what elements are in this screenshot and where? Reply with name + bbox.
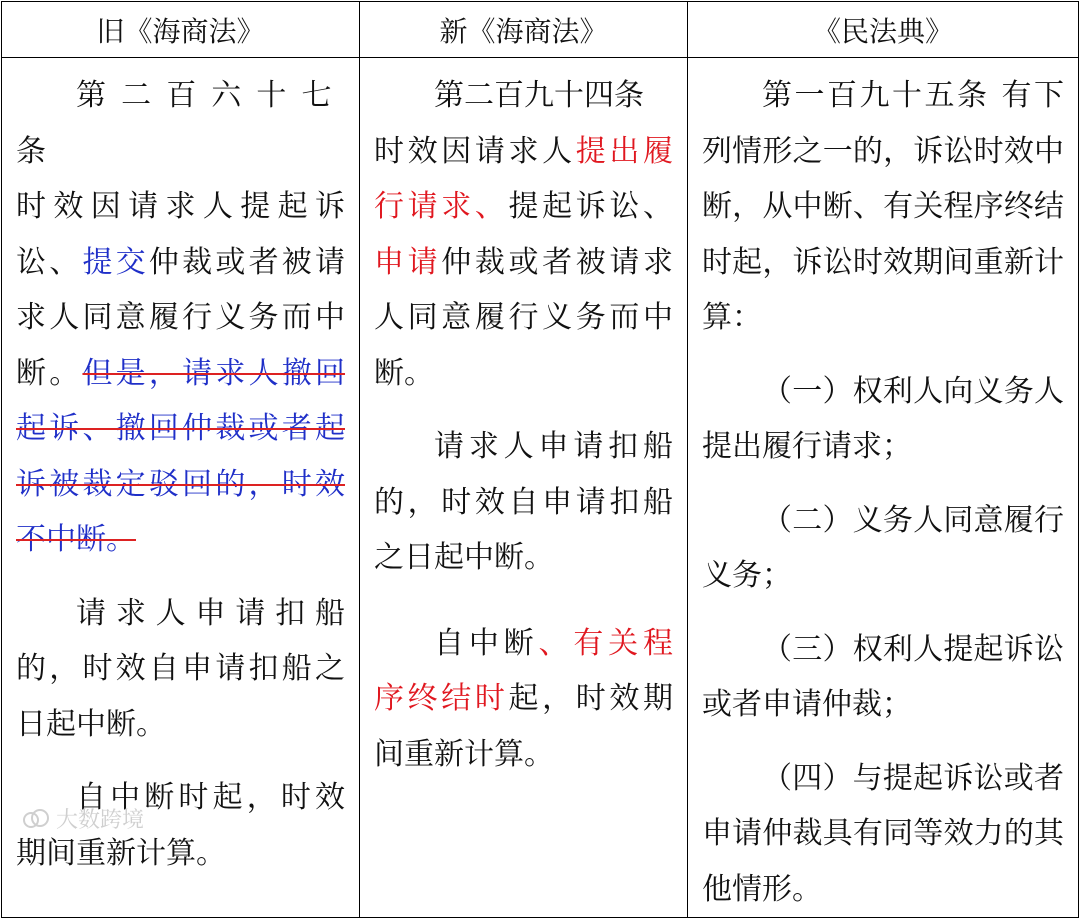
header-row	[2, 2, 1079, 58]
civil-code-item-3: （三）权利人提起诉讼或者申请仲裁；	[702, 631, 1064, 722]
new-law-cell	[360, 58, 688, 918]
old-law-paragraph-3: 自中断时起，时效期间重新计算。	[16, 780, 345, 871]
civil-code-item-4: （四）与提起诉讼或者申请仲裁具有同等效力的其他情形。	[702, 760, 1064, 907]
old-law-article: 第二百六十七条	[16, 78, 345, 169]
new-law-paragraph-3: 自中断、有关程序终结时起，时效期间重新计算。	[374, 625, 673, 772]
added-text: 申请	[374, 244, 442, 280]
new-law-paragraph-2: 请求人申请扣船的，时效自申请扣船之日起中断。	[374, 429, 673, 575]
content-row	[2, 58, 1079, 918]
civil-code-cell	[688, 58, 1079, 918]
added-text: 、有关程序终结时	[374, 625, 673, 716]
added-text: 提出履行请求、	[374, 133, 673, 224]
watermark	[22, 803, 144, 834]
civil-code-item-2: （二）义务人同意履行义务；	[702, 502, 1064, 593]
watermark-text: 大数跨境	[56, 808, 145, 833]
comparison-table	[1, 1, 1079, 918]
old-law-paragraph-1: 时效因请求人提起诉讼、提交仲裁或者被请求人同意履行义务而中断。但是，请求人撤回起诉、撤回仲裁或者起诉被裁定驳回的，时效不中断。	[16, 189, 346, 557]
changed-text: 提交	[82, 244, 149, 280]
new-law-paragraph-1: 时效因请求人提出履行请求、提起诉讼、申请仲裁或者被请求人同意履行义务而中断。	[374, 133, 673, 391]
civil-code-article: 第一百九十五条	[762, 78, 990, 113]
header-new-law: 新《海商法》	[360, 2, 688, 58]
old-law-cell	[2, 58, 360, 918]
new-law-article: 第二百九十四条	[434, 78, 644, 113]
header-civil-code: 《民法典》	[688, 2, 1079, 58]
header-old-law: 旧《海商法》	[2, 2, 360, 58]
cloud-logo-icon	[22, 807, 50, 831]
deleted-text: 但是，请求人撤回起诉、撤回仲裁或者起诉被裁定驳回的，时效不中断。	[16, 355, 346, 557]
old-law-paragraph-2: 请求人申请扣船的，时效自申请扣船之日起中断。	[16, 595, 345, 742]
civil-code-paragraph-1: 第一百九十五条 有下列情形之一的，诉讼时效中断，从中断、有关程序终结时起，诉讼时效期间重新计算：	[702, 78, 1064, 335]
civil-code-item-1: （一）权利人向义务人提出履行请求；	[702, 373, 1064, 464]
